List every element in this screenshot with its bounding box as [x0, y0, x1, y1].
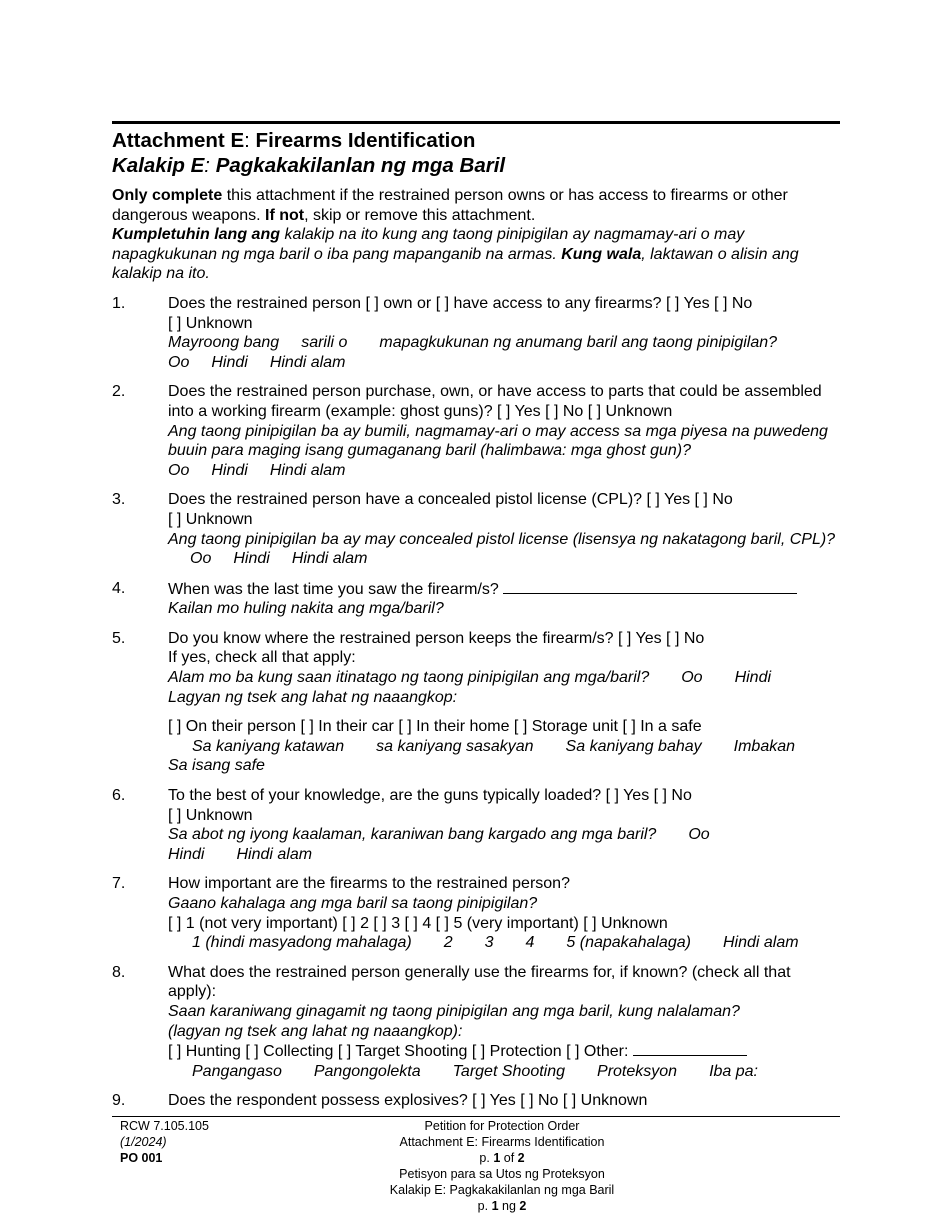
- other-use-blank-field[interactable]: [633, 1041, 747, 1056]
- top-rule: [112, 121, 840, 124]
- question-7[interactable]: 7. How important are the firearms to the restrained person? Gaano kahalaga ang mga baril sa taong pinipigilan? [ ] 1 (not very important) [ ] 2 [ ] 3 [ ] 4 [ ] 5 (very important) [ ] Unknown 1 (hindi masyadong mahalaga) 2 3 4 5 (napakahalaga) Hindi alam: [112, 875, 799, 952]
- question-1[interactable]: 1. Does the restrained person [ ] own or [ ] have access to any firearms? [ ] Yes [ ] No [ ] Unknown Mayroong bang sarili o mapagkukunan ng anumang baril ang taong pinipigilan? Oo Hindi Hindi alam: [112, 294, 778, 371]
- question-list: [112, 294, 840, 1111]
- page-subtitle: Kalakip E: Pagkakakilanlan ng mga Baril: [112, 154, 506, 177]
- question-4[interactable]: 4. When was the last time you saw the firearm/s? Kailan mo huling nakita ang mga/baril?: [112, 579, 840, 619]
- last-seen-blank-field[interactable]: [503, 579, 797, 594]
- question-6[interactable]: 6. To the best of your knowledge, are the guns typically loaded? [ ] Yes [ ] No [ ] Unknown Sa abot ng iyong kaalaman, karaniwan bang kargado ang mga baril? Oo Hindi Hindi alam: [112, 787, 710, 863]
- question-9[interactable]: 9. Does the respondent possess explosives? [ ] Yes [ ] No [ ] Unknown: [112, 1092, 648, 1110]
- intro-english: Only complete this attachment if the restrained person owns or has access to firearms or other dangerous weapons. If not, skip or remove this attachment.: [112, 187, 788, 224]
- question-2[interactable]: 2. Does the restrained person purchase, own, or have access to parts that could be assembled into a working firearm (example: ghost guns)? [ ] Yes [ ] No [ ] Unknown Ang taong pinipigilan ba ay bumili, nagmamay-ari o may access sa mga piyesa na puwedeng buuin para maging isang gumaganang baril (halimbawa: mga ghost gun)? Oo Hindi Hindi alam: [112, 383, 828, 479]
- question-8[interactable]: 8. What does the restrained person generally use the firearms for, if known? (check all that apply): Saan karaniwang ginagamit ng taong pinipigilan ang mga baril, kung nalalaman? (lagyan ng tsek ang lahat ng naaangkop): [ ] Hunting [ ] Collecting [ ] Target Shooting [ ] Protection [ ] Other: Pangangaso Pangongolekta Target Shooting Proteksyon Iba pa:: [112, 963, 791, 1080]
- question-3[interactable]: 3. Does the restrained person have a concealed pistol license (CPL)? [ ] Yes [ ] No [ ] Unknown Ang taong pinipigilan ba ay may concealed pistol license (lisensya ng nakatagong baril, CPL)?Oo Hindi Hindi alam: [112, 491, 836, 568]
- page-title: Attachment E: Firearms Identification: [112, 129, 476, 152]
- intro-tagalog: Kumpletuhin lang ang kalakip na ito kung ang taong pinipigilan ay nagmamay-ari o may napagkukunan ng mga baril o iba pang mapanganib na armas. Kung wala, laktawan o alisin ang kalakip na ito.: [112, 226, 799, 283]
- footer-page-info: Petition for Protection Order Attachment E: Firearms Identification p. 1 of 2 Petisyon para sa Utos ng Proteksyon Kalakip E: Pagkakakilanlan ng mga Baril p. 1 ng 2: [389, 1119, 615, 1213]
- form-page: [112, 121, 840, 1111]
- footer-form-info: RCW 7.105.105 (1/2024) PO 001: [120, 1119, 209, 1165]
- question-5[interactable]: 5. Do you know where the restrained person keeps the firearm/s? [ ] Yes [ ] No If yes, check all that apply: Alam mo ba kung saan itinatago ng taong pinipigilan ang mga/baril? Oo Hindi Lagyan ng tsek ang lahat ng naaangkop: [ ] On their person [ ] In their car [ ] In their home [ ] Storage unit [ ] In a safe Sa kaniyang katawan sa kaniyang sasakyan Sa kaniyang bahay Imbakan Sa isang safe: [112, 629, 796, 775]
- intro-instructions: [112, 186, 840, 284]
- page-footer: [112, 1116, 840, 1213]
